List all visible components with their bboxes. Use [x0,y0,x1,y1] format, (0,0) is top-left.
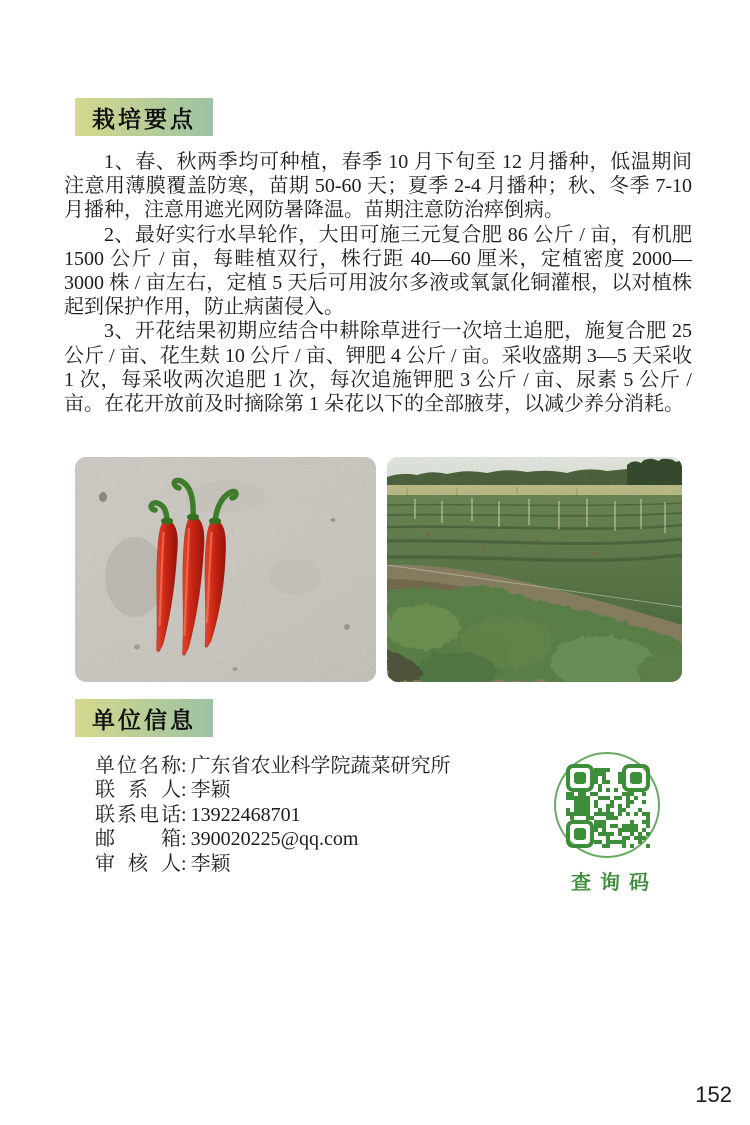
unit-info-row-phone [95,803,515,827]
qr-code [552,748,668,898]
field-value: 广东省农业科学院蔬菜研究所 [190,755,451,777]
unit-info-row-email [95,827,515,851]
field-value: 李颖 [190,779,231,802]
field-label: 联系人 [95,779,181,802]
field-colon: : [181,828,187,851]
qr-label: 查询码 [571,872,658,894]
field-label: 联系电话 [95,803,181,826]
field-colon: : [181,852,187,875]
pepper-field-photo [387,457,682,682]
field-colon: : [181,779,187,802]
cultivation-paragraph-2: 2、最好实行水旱轮作，大田可施三元复合肥 86 公斤 / 亩，有机肥 1500 公斤 / 亩，每畦植双行，株行距 40—60 厘米，定植密度 2000—3000 株 / 亩左右，定植 5 天后可用波尔多液或氧氯化铜灌根，以对植株起到保护作用，防止病菌侵入。 [64,223,692,319]
chili-peppers-photo [75,457,376,682]
section-header-unit-info [75,699,213,737]
field-label: 邮箱 [95,828,181,851]
field-value: 李颖 [190,852,231,875]
field-label: 单位名称 [95,755,181,777]
cultivation-paragraph-3: 3、开花结果初期应结合中耕除草进行一次培土追肥，施复合肥 25 公斤 / 亩、花生麸 10 公斤 / 亩、钾肥 4 公斤 / 亩。采收盛期 3—5 天采收 1 次，每采收两次追肥 1 次，每次追施钾肥 3 公斤 / 亩、尿素 5 公斤 / 亩。在花开放前及时摘除第 1 朵花以下的全部腋芽，以减少养分消耗。 [64,320,692,416]
unit-info-row-name [95,754,515,778]
chili-peppers-illustration [75,457,376,682]
field-colon: : [181,803,187,826]
section-header-cultivation [75,98,213,136]
pepper-field-illustration [387,457,682,682]
cultivation-text-block [64,150,692,416]
qr-finder-top-right [624,766,648,790]
unit-info-list [95,754,515,876]
qr-matrix [566,764,650,848]
field-value: 13922468701 [190,803,301,826]
field-colon: : [181,755,187,777]
field-label: 审核人 [95,852,181,875]
qr-finder-bottom-left [568,822,592,846]
qr-finder-top-left [568,766,592,790]
section-title-unit-info: 单位信息 [92,706,196,733]
field-value: 390020225@qq.com [190,828,359,851]
unit-info-row-reviewer [95,852,515,876]
unit-info-row-contact [95,778,515,802]
section-title-cultivation: 栽培要点 [92,105,196,132]
cultivation-paragraph-1: 1、春、秋两季均可种植，春季 10 月下旬至 12 月播种，低温期间注意用薄膜覆盖防寒，苗期 50-60 天；夏季 2-4 月播种；秋、冬季 7-10 月播种，注意用遮光网防暑降温。苗期注意防治瘁倒病。 [64,151,692,222]
page-number: 152 [695,1082,732,1107]
